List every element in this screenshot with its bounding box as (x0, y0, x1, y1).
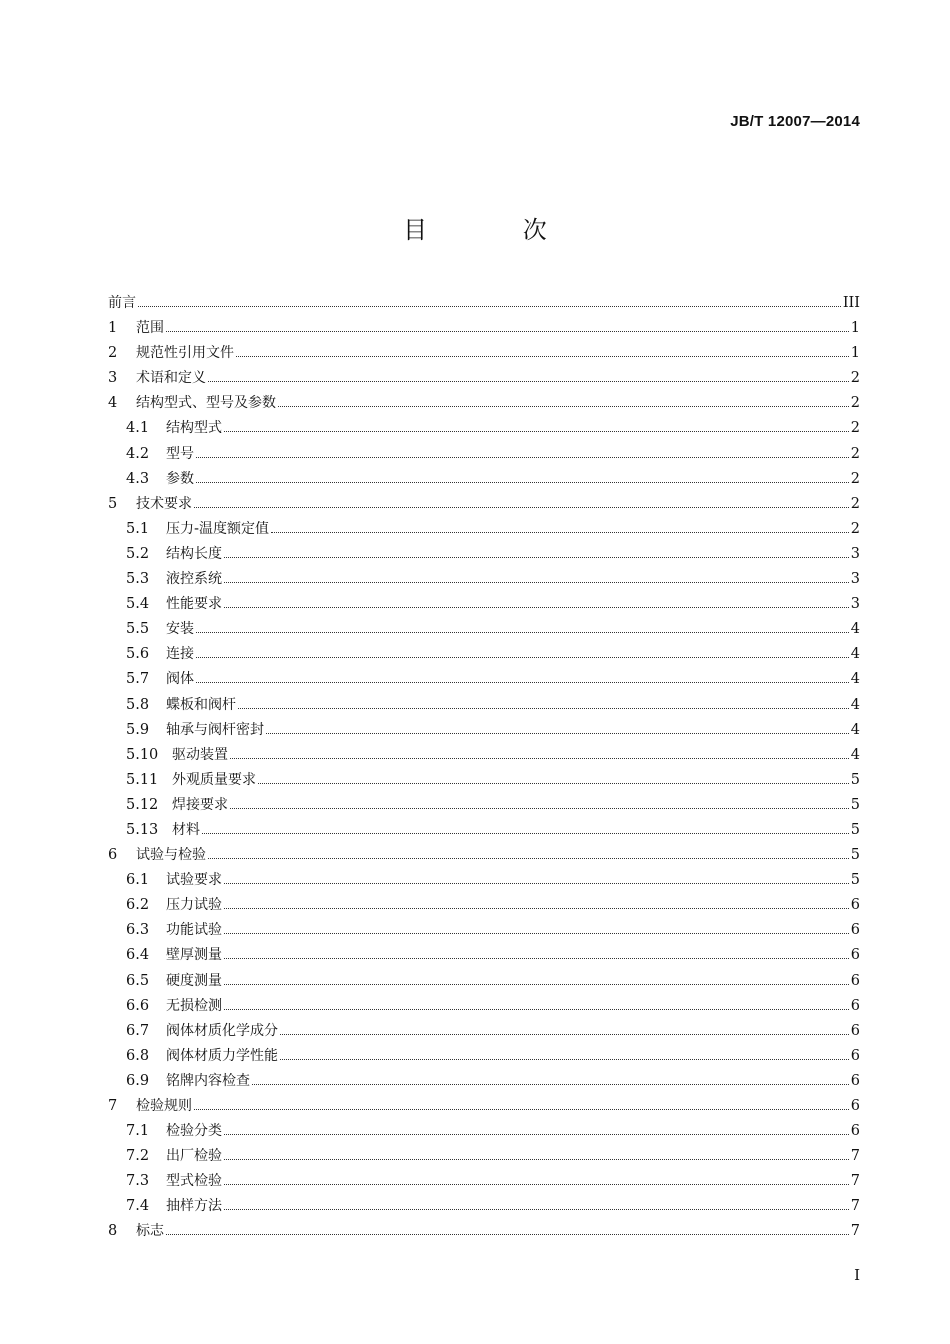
toc-entry-label: 试验要求 (166, 872, 222, 889)
toc-entry-label: 功能试验 (166, 922, 222, 939)
toc-entry-page: III (842, 295, 860, 311)
toc-entry-page: 6 (850, 1072, 860, 1089)
toc-entry-number: 6.4 (126, 947, 150, 964)
dot-leader (224, 1009, 849, 1010)
toc-entry-number: 5.1 (126, 520, 150, 537)
toc-entry-label: 轴承与阀杆密封 (166, 721, 264, 738)
dot-leader (224, 557, 849, 558)
toc-entry-number: 5.13 (126, 821, 159, 838)
toc-entry[interactable] (108, 593, 860, 618)
toc-entry[interactable] (108, 844, 860, 869)
toc-entry-label: 结构型式 (166, 420, 222, 437)
toc-entry[interactable] (108, 794, 860, 819)
toc-entry-page: 2 (850, 445, 860, 462)
dot-leader (224, 607, 849, 608)
toc-entry-label: 前言 (108, 295, 136, 311)
toc-entry-label: 型号 (166, 445, 194, 462)
dot-leader (236, 356, 849, 357)
toc-entry-page: 6 (850, 972, 860, 989)
dot-leader (252, 1084, 849, 1085)
dot-leader (258, 783, 849, 784)
toc-entry-number: 4.1 (126, 420, 150, 437)
toc-entry-number: 5.11 (126, 771, 159, 788)
toc-entry[interactable] (108, 1220, 860, 1245)
toc-entry-label: 阀体材质力学性能 (166, 1047, 278, 1064)
toc-entry-number: 5.3 (126, 571, 150, 588)
toc-entry-label: 标志 (136, 1223, 164, 1240)
toc-entry-label: 出厂检验 (166, 1148, 222, 1165)
toc-entry-page: 6 (850, 947, 860, 964)
toc-entry-label: 参数 (166, 470, 194, 487)
toc-entry[interactable] (108, 392, 860, 417)
dot-leader (196, 682, 849, 683)
toc-entry-number: 6.1 (126, 872, 150, 889)
toc-entry[interactable] (108, 1020, 860, 1045)
toc-entry[interactable] (108, 919, 860, 944)
dot-leader (196, 657, 849, 658)
toc-entry-number: 2 (108, 345, 118, 362)
dot-leader (208, 858, 849, 859)
toc-entry-number: 5.8 (126, 696, 150, 713)
standard-code: JB/T 12007—2014 (730, 113, 860, 130)
toc-entry-number: 4.2 (126, 445, 150, 462)
toc-entry-label: 检验规则 (136, 1098, 192, 1114)
dot-leader (224, 984, 849, 985)
toc-entry-label: 结构型式、型号及参数 (136, 395, 276, 412)
toc-entry[interactable] (108, 944, 860, 969)
toc-entry-page: 5 (850, 796, 860, 813)
toc-entry-page: 4 (850, 621, 860, 638)
toc-entry[interactable] (108, 719, 860, 744)
dot-leader (138, 306, 841, 307)
toc-entry[interactable] (108, 468, 860, 493)
toc-entry-page: 3 (850, 545, 860, 562)
dot-leader (166, 331, 849, 332)
toc-entry-number: 5.2 (126, 545, 150, 562)
toc-entry-label: 蝶板和阀杆 (166, 696, 236, 713)
toc-entry[interactable] (108, 543, 860, 568)
toc-entry[interactable] (108, 1170, 860, 1195)
toc-entry-number: 7 (108, 1098, 118, 1114)
toc-entry-label: 阀体材质化学成分 (166, 1022, 278, 1039)
toc-entry-number: 1 (108, 320, 118, 337)
toc-entry-label: 驱动装置 (172, 746, 228, 763)
dot-leader (202, 833, 849, 834)
toc-entry-page: 5 (850, 771, 860, 788)
toc-entry-label: 技术要求 (136, 495, 192, 512)
toc-entry-page: 6 (850, 1022, 860, 1039)
toc-entry-label: 材料 (172, 821, 200, 838)
toc-entry[interactable] (108, 668, 860, 693)
toc-entry-page: 4 (850, 721, 860, 738)
toc-entry[interactable] (108, 342, 860, 367)
dot-leader (224, 908, 849, 909)
toc-entry[interactable] (108, 518, 860, 543)
toc-entry-page: 6 (850, 897, 860, 914)
toc-entry-page: 2 (850, 420, 860, 437)
toc-entry-page: 2 (850, 520, 860, 537)
toc-entry[interactable] (108, 744, 860, 769)
toc-entry-label: 型式检验 (166, 1173, 222, 1190)
toc-entry-number: 7.2 (126, 1148, 150, 1165)
page-title: 目 次 (403, 216, 591, 244)
dot-leader (224, 582, 849, 583)
toc-entry-page: 6 (850, 1123, 860, 1140)
toc-entry-page: 7 (850, 1223, 860, 1240)
toc-entry[interactable] (108, 367, 860, 392)
dot-leader (224, 1209, 849, 1210)
toc-entry-page: 6 (850, 922, 860, 939)
dot-leader (271, 532, 849, 533)
toc-entry-page: 1 (850, 320, 860, 337)
toc-entry[interactable] (108, 417, 860, 442)
toc-entry-page: 7 (850, 1173, 860, 1190)
toc-entry-label: 检验分类 (166, 1123, 222, 1140)
toc-entry-number: 5.6 (126, 646, 150, 663)
toc-entry-page: 3 (850, 571, 860, 588)
toc-entry-label: 压力-温度额定值 (166, 520, 270, 537)
toc-entry-page: 4 (850, 696, 860, 713)
toc-entry-label: 安装 (166, 621, 194, 638)
dot-leader (194, 1109, 849, 1110)
dot-leader (224, 958, 849, 959)
toc-entry[interactable] (108, 643, 860, 668)
dot-leader (280, 1034, 849, 1035)
toc-entry-number: 6 (108, 847, 118, 864)
toc-entry[interactable] (108, 317, 860, 342)
toc-entry-label: 铭牌内容检查 (166, 1072, 250, 1089)
toc-entry-number: 7.3 (126, 1173, 150, 1190)
toc-entry-label: 压力试验 (166, 897, 222, 914)
toc-entry-label: 范围 (136, 320, 164, 337)
toc-entry-number: 6.8 (126, 1047, 150, 1064)
toc-entry[interactable] (108, 970, 860, 995)
toc-entry-number: 6.2 (126, 897, 150, 914)
toc-entry-label: 规范性引用文件 (136, 345, 234, 362)
dot-leader (280, 1059, 849, 1060)
toc-entry-number: 6.3 (126, 922, 150, 939)
dot-leader (224, 1184, 849, 1185)
toc-entry-page: 4 (850, 646, 860, 663)
toc-entry-label: 性能要求 (166, 596, 222, 613)
toc-entry-label: 外观质量要求 (172, 771, 256, 788)
dot-leader (230, 808, 849, 809)
dot-leader (238, 708, 849, 709)
toc-entry-page: 5 (850, 872, 860, 889)
toc-entry-label: 无损检测 (166, 997, 222, 1014)
toc-entry[interactable] (108, 995, 860, 1020)
toc-entry-number: 4.3 (126, 470, 150, 487)
dot-leader (224, 933, 849, 934)
dot-leader (196, 457, 849, 458)
toc-entry-number: 6.6 (126, 997, 150, 1014)
toc-entry-label: 抽样方法 (166, 1198, 222, 1215)
toc-entry-number: 5.7 (126, 671, 150, 688)
toc-entry[interactable] (108, 1145, 860, 1170)
toc-entry-label: 硬度测量 (166, 972, 222, 989)
dot-leader (224, 1159, 849, 1160)
toc-entry[interactable] (108, 493, 860, 518)
toc-entry-page: 1 (850, 345, 860, 362)
toc-entry-label: 阀体 (166, 671, 194, 688)
dot-leader (208, 381, 849, 382)
toc-entry[interactable] (108, 769, 860, 794)
toc-entry-number: 6.7 (126, 1022, 150, 1039)
toc-entry-label: 连接 (166, 646, 194, 663)
dot-leader (230, 758, 849, 759)
dot-leader (224, 431, 849, 432)
toc-entry[interactable] (108, 819, 860, 844)
toc-entry[interactable] (108, 618, 860, 643)
toc-entry-number: 7.1 (126, 1123, 150, 1140)
toc-entry-label: 液控系统 (166, 571, 222, 588)
dot-leader (278, 406, 849, 407)
footer-page-number: I (854, 1266, 860, 1284)
toc-entry-page: 2 (850, 470, 860, 487)
toc-entry-page: 3 (850, 596, 860, 613)
toc-entry-page: 6 (850, 997, 860, 1014)
toc-entry-label: 结构长度 (166, 545, 222, 562)
toc-entry-page: 4 (850, 746, 860, 763)
toc-entry-page: 2 (850, 495, 860, 512)
toc-entry-label: 术语和定义 (136, 370, 206, 387)
toc-entry-page: 5 (850, 821, 860, 838)
table-of-contents (108, 292, 860, 1246)
toc-entry-number: 6.9 (126, 1072, 150, 1089)
toc-entry[interactable] (108, 1120, 860, 1145)
toc-entry-number: 5.9 (126, 721, 150, 738)
toc-entry-number: 7.4 (126, 1198, 150, 1215)
toc-entry-page: 7 (850, 1148, 860, 1165)
toc-entry-number: 8 (108, 1223, 118, 1240)
toc-entry-number: 5.10 (126, 746, 159, 763)
dot-leader (266, 733, 849, 734)
toc-entry[interactable] (108, 1195, 860, 1220)
dot-leader (196, 632, 849, 633)
toc-entry-label: 焊接要求 (172, 796, 228, 813)
dot-leader (224, 883, 849, 884)
toc-entry-number: 5.4 (126, 596, 150, 613)
toc-entry-page: 6 (850, 1098, 860, 1114)
toc-entry[interactable] (108, 1095, 860, 1120)
toc-entry[interactable] (108, 292, 860, 317)
dot-leader (166, 1234, 849, 1235)
toc-entry[interactable] (108, 894, 860, 919)
toc-entry[interactable] (108, 1070, 860, 1095)
toc-entry-page: 2 (850, 370, 860, 387)
toc-entry-number: 3 (108, 370, 118, 387)
toc-entry-page: 5 (850, 847, 860, 864)
toc-entry[interactable] (108, 694, 860, 719)
dot-leader (194, 507, 849, 508)
toc-entry-page: 6 (850, 1047, 860, 1064)
toc-entry-number: 5.12 (126, 796, 159, 813)
toc-entry-number: 6.5 (126, 972, 150, 989)
dot-leader (224, 1134, 849, 1135)
toc-entry-number: 5 (108, 495, 118, 512)
toc-entry-page: 4 (850, 671, 860, 688)
toc-entry[interactable] (108, 1045, 860, 1070)
dot-leader (196, 482, 849, 483)
toc-entry[interactable] (108, 568, 860, 593)
toc-entry-page: 7 (850, 1198, 860, 1215)
toc-entry-label: 壁厚测量 (166, 947, 222, 964)
toc-entry[interactable] (108, 869, 860, 894)
toc-entry-number: 5.5 (126, 621, 150, 638)
toc-entry-number: 4 (108, 395, 118, 412)
toc-entry[interactable] (108, 443, 860, 468)
toc-entry-page: 2 (850, 395, 860, 412)
toc-entry-label: 试验与检验 (136, 847, 206, 864)
